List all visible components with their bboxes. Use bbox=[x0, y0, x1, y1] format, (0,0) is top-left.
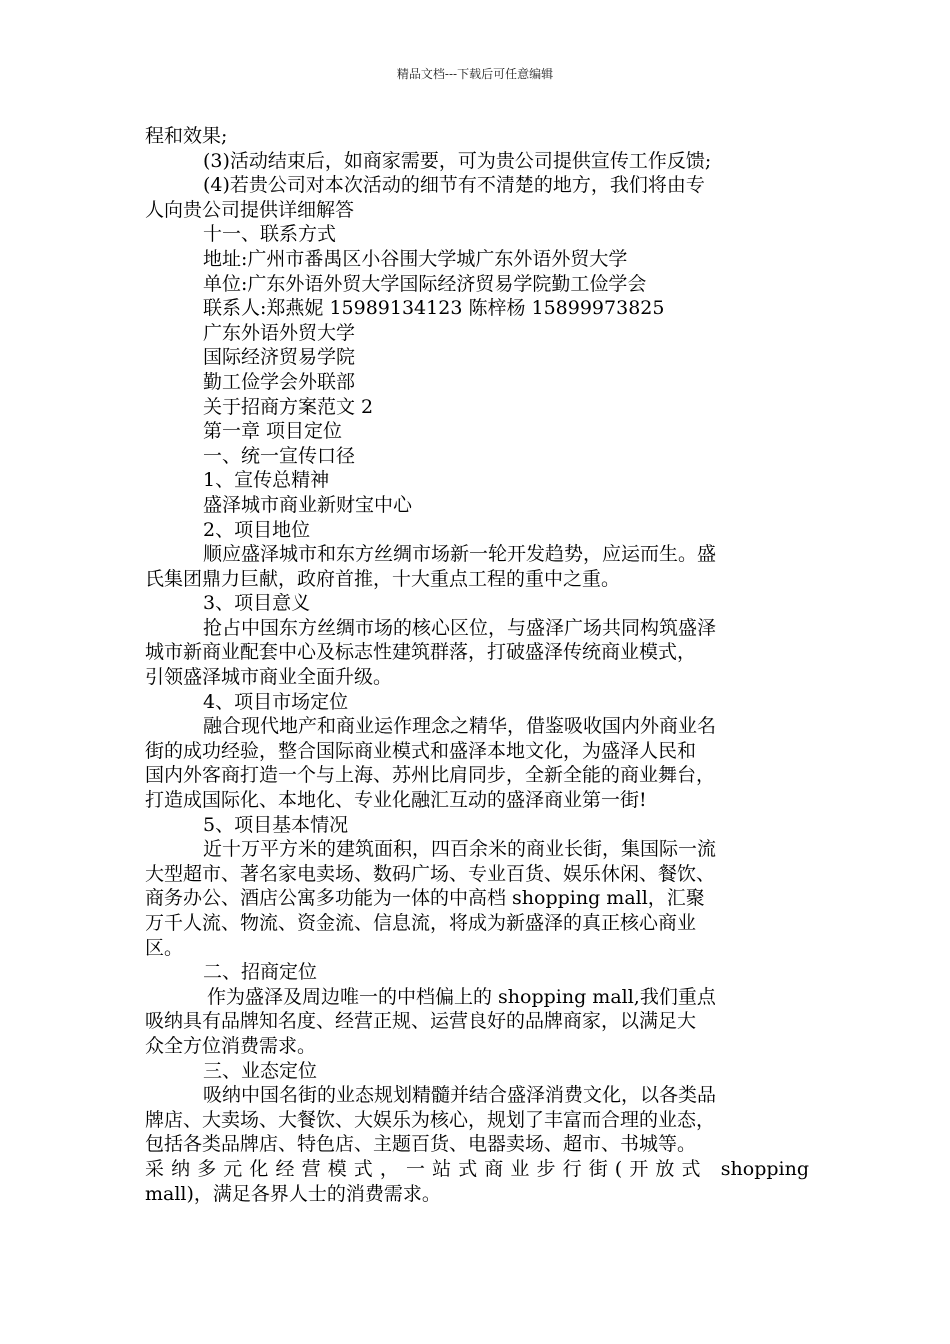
text-line: 单位:广东外语外贸大学国际经济贸易学院勤工俭学会 bbox=[203, 272, 647, 295]
text-line: 地址:广州市番禺区小谷围大学城广东外语外贸大学 bbox=[203, 247, 628, 270]
text-line: 街的成功经验，整合国际商业模式和盛泽本地文化，为盛泽人民和 bbox=[145, 739, 697, 762]
text-line: 十一、联系方式 bbox=[203, 223, 337, 246]
text-line: 引领盛泽城市商业全面升级。 bbox=[145, 666, 393, 689]
text-line: 联系人:郑燕妮 15989134123 陈梓杨 15899973825 bbox=[203, 297, 665, 320]
text-line: 三、业态定位 bbox=[203, 1059, 318, 1082]
text-line: 国际经济贸易学院 bbox=[203, 346, 356, 369]
text-line: 人向贵公司提供详细解答 bbox=[145, 198, 355, 221]
text-line: 作为盛泽及周边唯一的中档偏上的 shopping mall,我们重点 bbox=[207, 985, 716, 1008]
text-line: 盛泽城市商业新财宝中心 bbox=[203, 493, 413, 516]
text-line: 2、项目地位 bbox=[203, 518, 311, 541]
text-line: 大型超市、著名家电卖场、数码广场、专业百货、娱乐休闲、餐饮、 bbox=[145, 862, 716, 885]
text-line: 第一章 项目定位 bbox=[203, 420, 343, 443]
text-line: (3)活动结束后，如商家需要，可为贵公司提供宣传工作反馈; bbox=[203, 149, 712, 172]
text-line: 国内外客商打造一个与上海、苏州比肩同步，全新全能的商业舞台， bbox=[145, 764, 716, 787]
text-line: 顺应盛泽城市和东方丝绸市场新一轮开发趋势，应运而生。盛 bbox=[203, 543, 717, 566]
text-line: 勤工俭学会外联部 bbox=[203, 370, 356, 393]
text-line: 程和效果; bbox=[145, 125, 228, 147]
text-line: 3、项目意义 bbox=[203, 592, 311, 615]
text-line: 抢占中国东方丝绸市场的核心区位，与盛泽广场共同构筑盛泽 bbox=[203, 616, 717, 639]
text-line: 关于招商方案范文 2 bbox=[203, 395, 374, 418]
text-line: mall)，满足各界人士的消费需求。 bbox=[145, 1182, 441, 1205]
text-line: 采纳多元化经营模式，一站式商业步行街(开放式 shopping bbox=[145, 1157, 809, 1180]
text-line: 广东外语外贸大学 bbox=[203, 321, 356, 344]
text-line: 城市新商业配套中心及标志性建筑群落，打破盛泽传统商业模式， bbox=[145, 641, 697, 664]
text-line: 1、宣传总精神 bbox=[203, 469, 330, 492]
text-line: 近十万平方米的建筑面积，四百余米的商业长街，集国际一流 bbox=[203, 838, 717, 861]
text-line: 打造成国际化、本地化、专业化融汇互动的盛泽商业第一街! bbox=[145, 789, 647, 812]
text-line: 4、项目市场定位 bbox=[203, 690, 349, 713]
document-body bbox=[145, 124, 809, 1206]
text-line: 众全方位消费需求。 bbox=[145, 1034, 317, 1057]
page-header: 精品文档---下载后可任意编辑 bbox=[396, 67, 554, 81]
text-line: 商务办公、酒店公寓多功能为一体的中高档 shopping mall，汇聚 bbox=[145, 887, 705, 910]
text-line: 氏集团鼎力巨献，政府首推，十大重点工程的重中之重。 bbox=[145, 567, 621, 590]
text-line: 融合现代地产和商业运作理念之精华，借鉴吸收国内外商业名 bbox=[203, 715, 717, 738]
text-line: (4)若贵公司对本次活动的细节有不清楚的地方，我们将由专 bbox=[203, 174, 705, 197]
text-line: 区。 bbox=[145, 936, 184, 959]
text-line: 牌店、大卖场、大餐饮、大娱乐为核心，规划了丰富而合理的业态， bbox=[145, 1108, 716, 1131]
text-line: 一、统一宣传口径 bbox=[203, 444, 356, 467]
text-line: 二、招商定位 bbox=[203, 961, 318, 984]
text-line: 5、项目基本情况 bbox=[203, 813, 349, 836]
text-line: 包括各类品牌店、特色店、主题百货、电器卖场、超市、书城等。 bbox=[145, 1133, 697, 1156]
text-line: 吸纳具有品牌知名度、经营正规、运营良好的品牌商家，以满足大 bbox=[145, 1010, 697, 1033]
text-line: 万千人流、物流、资金流、信息流，将成为新盛泽的真正核心商业 bbox=[145, 912, 697, 934]
text-line: 吸纳中国名街的业态规划精髓并结合盛泽消费文化，以各类品 bbox=[203, 1084, 717, 1107]
